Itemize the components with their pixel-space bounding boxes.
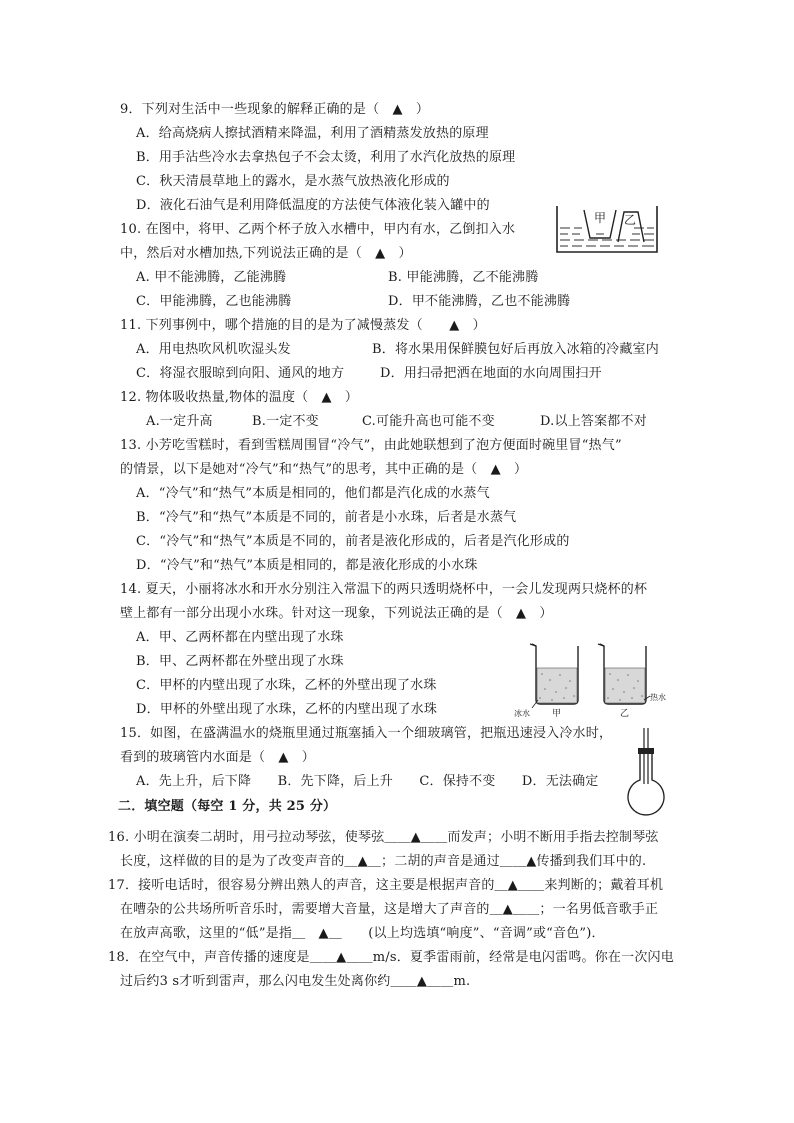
- q14-stem-line2: 壁上都有一部分出现小水珠。针对这一现象，下列说法正确的是（ ▲ ）: [120, 606, 553, 621]
- q14-beakers-figure: [512, 634, 672, 718]
- q11-option-d: D．用扫帚把洒在地面的水向周围扫开: [380, 366, 602, 381]
- q13-option-b: B．“冷气”和“热气”本质是不同的，前者是小水珠，后者是水蒸气: [136, 510, 517, 525]
- q13-option-d: D．“冷气”和“热气”本质是相同的，都是液化形成的小水珠: [136, 558, 478, 573]
- q9-option-a: A．给高烧病人擦拭酒精来降温，利用了酒精蒸发放热的原理: [136, 126, 489, 141]
- q13-option-c: C．“冷气”和“热气”本质是不同的，前者是液化形成的，后者是汽化形成的: [136, 534, 570, 549]
- q12-option-a: A.一定升高: [146, 414, 213, 429]
- q15-flask-figure: [616, 728, 676, 822]
- q16-line1: 16. 小明在演奏二胡时，用弓拉动琴弦，使琴弦＿＿▲＿＿而发声；小明不断用手指去控制琴弦: [108, 830, 659, 845]
- q12-option-d: D.以上答案都不对: [540, 414, 647, 429]
- q14-option-c: C．甲杯的内壁出现了水珠，乙杯的外壁出现了水珠: [136, 678, 437, 693]
- q11-stem: 11. 下列事例中，哪个措施的目的是为了减慢蒸发（ ▲ ）: [120, 318, 486, 333]
- q12-stem: 12. 物体吸收热量,物体的温度（ ▲ ）: [120, 390, 359, 405]
- q14-figure-label-jia: 甲: [552, 709, 562, 718]
- q11-option-c: C．将湿衣服晾到向阳、通风的地方: [136, 366, 345, 381]
- q10-option-d: D．甲不能沸腾，乙也不能沸腾: [388, 294, 571, 309]
- q14-figure-label-ice-water: 冰水: [514, 709, 530, 718]
- q15-stem-line1: 15．如图，在盛满温水的烧瓶里通过瓶塞插入一个细玻璃管，把瓶迅速浸入冷水时，: [120, 726, 613, 741]
- q14-option-b: B．甲、乙两杯都在外壁出现了水珠: [136, 654, 344, 669]
- q18-line2: 过后约3 s才听到雷声，那么闪电发生处离你约＿＿▲＿＿m.: [120, 974, 471, 989]
- section-2-heading: 二．填空题（每空 1 分，共 25 分）: [118, 799, 337, 814]
- q9-option-d: D．液化石油气是利用降低温度的方法使气体液化装入罐中的: [136, 198, 490, 213]
- q11-option-b: B．将水果用保鲜膜包好后再放入冰箱的冷藏室内: [372, 342, 659, 357]
- q10-figure-label-jia: 甲: [594, 211, 607, 225]
- q10-stem-line1: 10. 在图中，将甲、乙两个杯子放入水槽中，甲内有水，乙倒扣入水: [120, 222, 516, 237]
- q13-stem-line1: 13. 小芳吃雪糕时，看到雪糕周围冒“冷气”，由此她联想到了泡方便面时碗里冒“热气”: [120, 438, 622, 453]
- q9-option-b: B．用手沾些冷水去拿热包子不会太烫，利用了水汽化放热的原理: [136, 150, 516, 165]
- q15-stem-line2: 看到的玻璃管内水面是（ ▲ ）: [120, 750, 315, 765]
- q13-stem-line2: 的情景，以下是她对“冷气”和“热气”的思考，其中正确的是（ ▲ ）: [120, 462, 528, 477]
- q14-figure-label-hot-water: 热水: [650, 693, 666, 702]
- q16-line2: 长度，这样做的目的是为了改变声音的＿▲＿；二胡的声音是通过＿＿▲传播到我们耳中的.: [120, 854, 647, 869]
- q11-option-a: A．用电热吹风机吹湿头发: [136, 342, 291, 357]
- q17-line3: 在放声高歌，这里的“低”是指＿ ▲＿ (以上均选填“响度”、“音调”或“音色”)．: [120, 926, 605, 941]
- q18-line1: 18．在空气中，声音传播的速度是＿＿▲＿＿m/s．夏季雷雨前，经常是电闪雷鸣。你在一次闪电: [108, 950, 674, 965]
- q17-line1: 17．接听电话时，很容易分辨出熟人的声音，这主要是根据声音的＿▲＿＿来判断的；戴着耳机: [108, 878, 664, 893]
- q13-option-a: A．“冷气”和“热气”本质是相同的，他们都是汽化成的水蒸气: [136, 486, 490, 501]
- q10-tank-figure: [554, 204, 660, 256]
- q10-figure-label-yi: 乙: [624, 213, 637, 227]
- q10-option-b: B. 甲能沸腾，乙不能沸腾: [388, 270, 539, 285]
- q10-option-c: C．甲能沸腾，乙也能沸腾: [136, 294, 292, 309]
- q12-option-c: C.可能升高也可能不变: [362, 414, 495, 429]
- q14-option-d: D．甲杯的外壁出现了水珠，乙杯的内壁出现了水珠: [136, 702, 438, 717]
- q14-option-a: A．甲、乙两杯都在内壁出现了水珠: [136, 630, 344, 645]
- q17-line2: 在嘈杂的公共场所听音乐时，需要增大音量，这是增大了声音的＿▲＿＿；一名男低音歌手正: [120, 902, 659, 917]
- q15-options: A．先上升，后下降 B．先下降，后上升 C．保持不变 D．无法确定: [136, 774, 599, 789]
- q14-stem-line1: 14. 夏天，小丽将冰水和开水分别注入常温下的两只透明烧杯中，一会儿发现两只烧杯的杯: [120, 582, 648, 597]
- q9-option-c: C．秋天清晨草地上的露水，是水蒸气放热液化形成的: [136, 174, 450, 189]
- q9-stem: 9．下列对生活中一些现象的解释正确的是（ ▲ ）: [120, 102, 430, 117]
- q14-figure-label-yi: 乙: [620, 709, 630, 718]
- q10-stem-line2: 中，然后对水槽加热,下列说法正确的是（ ▲ ）: [120, 246, 412, 261]
- q10-option-a: A. 甲不能沸腾，乙能沸腾: [136, 270, 287, 285]
- q12-option-b: B.一定不变: [252, 414, 319, 429]
